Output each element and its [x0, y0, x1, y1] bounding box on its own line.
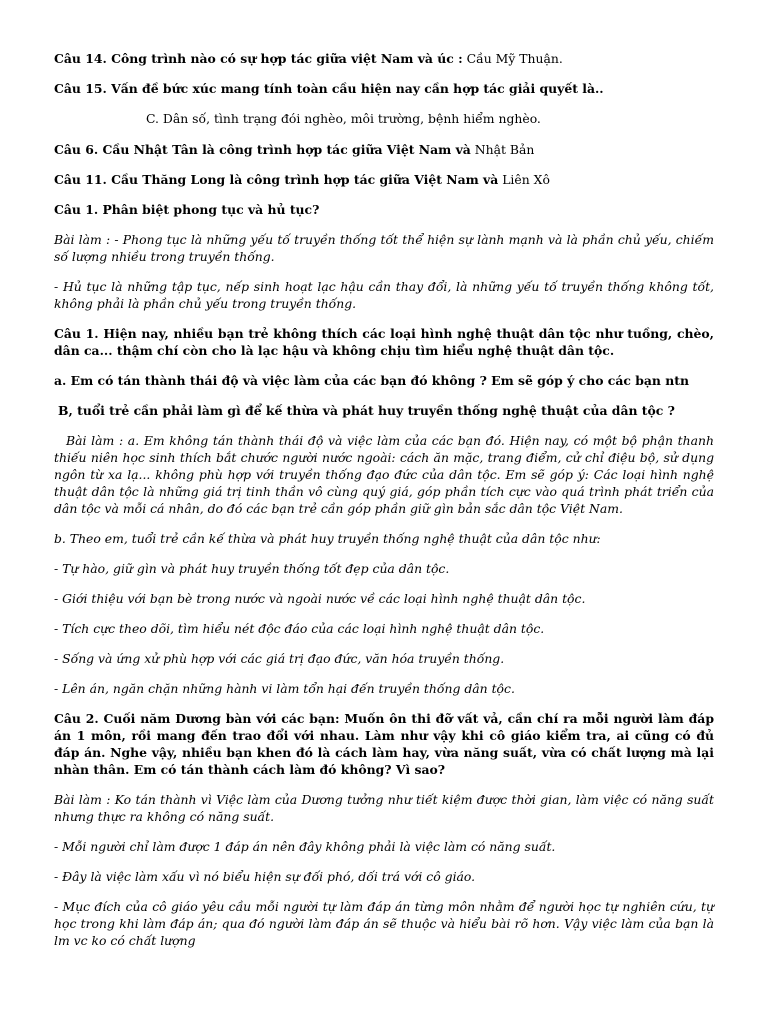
question-1b-part-a: a. Em có tán thành thái độ và việc làm của các bạn đó không ? Em sẽ góp ý cho các bạn ntn: [54, 373, 689, 388]
question-6: [54, 141, 714, 158]
question-15-label: Câu 15. Vấn đề bức xúc mang tính toàn cầu hiện nay cần hợp tác giải quyết là..: [54, 81, 604, 96]
question-2-answer-2: - Mỗi người chỉ làm được 1 đáp án nên đây không phải là việc làm có năng suất.: [54, 839, 556, 854]
question-6-label: Câu 6. Cầu Nhật Tân là công trình hợp tác giữa Việt Nam và: [54, 142, 471, 157]
question-1b-part-b: B, tuổi trẻ cần phải làm gì để kế thừa và phát huy truyền thống nghệ thuật của dân tộc ?: [58, 403, 675, 418]
question-1a-answer-1: Bài làm : - Phong tục là những yếu tố truyền thống tốt thể hiện sự lành mạnh và là phần chủ yếu, chiếm số lượng nhiều trong truyền thống.: [54, 232, 714, 264]
question-2-answer-4: - Mục đích của cô giáo yêu cầu mỗi người tự làm đáp án từng môn nhằm để người học tự nghiên cứu, tự học trong khi làm đáp án; qua đó người làm đáp án sẽ thuộc và hiểu bài rõ hơn. Vậy việc làm của bạn là lm vc ko có chất lượng: [54, 899, 714, 948]
question-1b-answer-a: Bài làm : a. Em không tán thành thái độ và việc làm của các bạn đó. Hiện nay, có một bộ phận thanh thiếu niên học sinh thích bắt chước người nước ngoài: cách ăn mặc, trang điểm, cử chỉ điệu bộ, sử dụng ngôn từ xa lạ... không phù hợp với truyền thống đạo đức của dân tộc. Em sẽ góp ý: Các loại hình nghệ thuật dân tộc là những giá trị tinh thần vô cùng quý giá, góp phần tích cực vào quá trình phát triển của dân tộc và mỗi cá nhân, do đó các bạn trẻ cần góp phần giữ gìn bản sắc dân tộc Việt Nam.: [54, 433, 714, 516]
question-1b-answer-b: b. Theo em, tuổi trẻ cần kế thừa và phát huy truyền thống nghệ thuật của dân tộc như:: [54, 531, 601, 546]
question-1b-bullet-2: - Giới thiệu với bạn bè trong nước và ngoài nước về các loại hình nghệ thuật dân tộc.: [54, 591, 586, 606]
question-2-answer-3: - Đây là việc làm xấu vì nó biểu hiện sự đối phó, dối trá với cô giáo.: [54, 869, 476, 884]
question-2-title: Câu 2. Cuối năm Dương bàn với các bạn: Muốn ôn thi đỡ vất vả, cần chí ra mỗi người làm đáp án 1 môn, rồi mang đến trao đổi với nhau. Làm như vậy khi cô giáo kiểm tra, ai cũng có đủ đáp án. Nghe vậy, nhiều bạn khen đó là cách làm hay, vừa năng suất, vừa có chất lượng mà lại nhàn thân. Em có tán thành cách làm đó không? Vì sao?: [54, 711, 714, 777]
question-1b-title: Câu 1. Hiện nay, nhiều bạn trẻ không thích các loại hình nghệ thuật dân tộc như tuồng, chèo, dân ca... thậm chí còn cho là lạc hậu và không chịu tìm hiểu nghệ thuật dân tộc.: [54, 326, 714, 358]
question-1b-bullet-4: - Sống và ứng xử phù hợp với các giá trị đạo đức, văn hóa truyền thống.: [54, 651, 505, 666]
question-6-answer: Nhật Bản: [470, 142, 535, 157]
question-11: [54, 171, 714, 188]
question-11-answer: Liên Xô: [498, 172, 550, 187]
question-1b-bullet-5: - Lên án, ngăn chặn những hành vi làm tổn hại đến truyền thống dân tộc.: [54, 681, 515, 696]
question-1a-answer-2: - Hủ tục là những tập tục, nếp sinh hoạt lạc hậu cần thay đổi, là những yếu tố truyền thống không tốt, không phải là phần chủ yếu trong truyền thống.: [54, 279, 714, 311]
question-15-answer: C. Dân số, tình trạng đói nghèo, môi trường, bệnh hiểm nghèo.: [146, 111, 541, 126]
question-1a-title: Câu 1. Phân biệt phong tục và hủ tục?: [54, 202, 320, 217]
question-14-label: Câu 14. Công trình nào có sự hợp tác giữa việt Nam và úc :: [54, 51, 463, 66]
question-11-label: Câu 11. Cầu Thăng Long là công trình hợp tác giữa Việt Nam và: [54, 172, 499, 187]
question-14: [54, 50, 714, 67]
question-2-answer-1: Bài làm : Ko tán thành vì Việc làm của Dương tưởng như tiết kiệm được thời gian, làm việc có năng suất nhưng thực ra không có năng suất.: [54, 792, 714, 824]
question-1b-bullet-1: - Tự hào, giữ gìn và phát huy truyền thống tốt đẹp của dân tộc.: [54, 561, 450, 576]
question-14-answer: Cầu Mỹ Thuận.: [462, 51, 563, 66]
question-1b-bullet-3: - Tích cực theo dõi, tìm hiểu nét độc đáo của các loại hình nghệ thuật dân tộc.: [54, 621, 545, 636]
